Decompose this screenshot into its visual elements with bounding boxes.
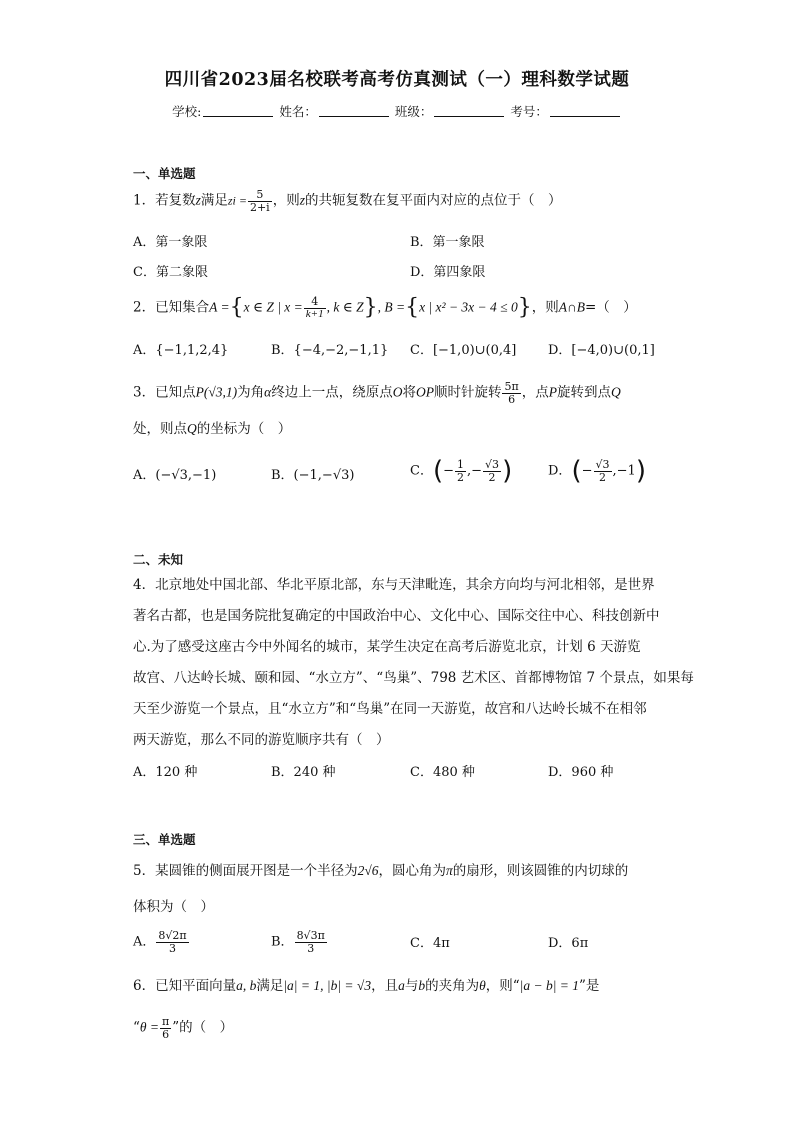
q6-text-f: ，则“ <box>485 978 520 994</box>
q2-set-b-body: x | x² − 3x − 4 ≤ 0 <box>419 299 518 315</box>
q5-radius: 2√6 <box>357 863 379 878</box>
q4-option-c[interactable]: C．480 种 <box>410 765 475 780</box>
q1-text-c: ，则 <box>272 192 300 209</box>
name-label: 姓名： <box>279 104 317 119</box>
q5-b-frac <box>295 930 327 954</box>
exam-title: 四川省2023届名校联考高考仿真测试（一）理科数学试题 <box>164 70 630 90</box>
q3-text-f: ，点 <box>521 384 549 401</box>
q1-option-d[interactable]: D．第四象限 <box>410 265 486 280</box>
q5-text-c: 的扇形，则该圆锥的内切球的 <box>452 863 629 879</box>
q3-op: OP <box>415 384 434 400</box>
q3-line2-a: 处，则点 <box>133 421 187 437</box>
q3-frac-num: 5π <box>504 380 519 393</box>
q6-text-a: 6．已知平面向量 <box>133 978 237 994</box>
q1-text-a: 1．若复数 <box>133 192 196 209</box>
q4-line-3: 心.为了感受这座古今中外闻名的城市，某学生决定在高考后游览北京，计划 6 天游览 <box>133 639 641 655</box>
q2-text-d: =（ ） <box>584 299 637 316</box>
q5-a-frac <box>156 930 188 954</box>
exam-no-label: 考号： <box>510 104 548 119</box>
q3-c-frac-2 <box>483 459 501 483</box>
q5-a-den: 3 <box>169 941 177 955</box>
q2-set-b-def: , B = <box>377 299 406 315</box>
q3-d-tail: ,−1 <box>612 463 636 479</box>
q3-option-d-label: D． <box>548 463 572 479</box>
q5-option-b-label: B． <box>271 934 294 950</box>
q3-d-paren-close: ) <box>635 456 646 486</box>
q2-text-b: ，则 <box>531 299 559 316</box>
q3-text-c: 终边上一点，绕原点 <box>271 384 393 401</box>
student-info-line <box>0 106 794 119</box>
q5-option-a-label: A． <box>133 934 156 950</box>
exam-no-blank[interactable] <box>550 106 620 117</box>
q6-vectors: a, b <box>236 978 257 993</box>
q3-line2-b: 的坐标为（ ） <box>196 421 292 437</box>
q2-set-a-tail: , k ∈ Z <box>326 299 364 315</box>
q6-text-b: 满足 <box>256 978 284 994</box>
q6-line2-b: ”的（ ） <box>172 1019 234 1036</box>
q3-text-d: 将 <box>402 384 416 401</box>
section-heading-1: 一、单选题 <box>133 166 196 181</box>
q3-option-b[interactable]: B．(−1,−√3) <box>271 468 355 483</box>
q5-pi: π <box>446 863 453 878</box>
q3-c-den1: 2 <box>457 470 465 484</box>
q3-alpha: α <box>264 384 272 400</box>
q1-option-b[interactable]: B．第一象限 <box>410 235 485 250</box>
q6-text-e: 的夹角为 <box>425 978 480 994</box>
question-6-stem <box>133 979 599 994</box>
q3-p: P <box>548 384 557 400</box>
q3-option-d[interactable]: D．(− $\frac{√3}{2}$ ,−1) <box>548 456 646 486</box>
question-3-stem-line2 <box>133 422 291 437</box>
name-blank[interactable] <box>319 106 389 117</box>
q4-line-4: 故宫、八达岭长城、颐和园、“水立方”、“鸟巢”、798 艺术区、首都博物馆 7 个景点，如果每 <box>133 670 694 686</box>
q6-theta: θ <box>479 978 486 993</box>
q3-q-2: Q <box>187 421 197 436</box>
q6-vec-a: a <box>398 978 405 993</box>
q1-frac-den: 2+i <box>249 200 270 214</box>
school-blank[interactable] <box>203 106 273 117</box>
q4-line-1: 4．北京地处中国北部、华北平原北部，东与天津毗连，其余方向均与河北相邻，是世界 <box>133 577 655 593</box>
q3-origin: O <box>392 384 403 400</box>
q4-line-2: 著名古都，也是国务院批复确定的中国政治中心、文化中心、国际交往中心、科技创新中 <box>133 608 660 624</box>
q3-frac-den: 6 <box>508 392 516 406</box>
q6-vec-b: b <box>418 978 426 993</box>
q2-brace-close-b: } <box>517 295 532 321</box>
q1-text-d: 的共轭复数在复平面内对应的点位于（ ） <box>304 192 562 209</box>
q5-option-d[interactable]: D．6π <box>548 936 589 951</box>
q2-set-a-body: x ∈ Z | x = <box>243 299 303 315</box>
q5-b-num: 8√3π <box>296 929 325 942</box>
q3-fraction <box>502 381 520 405</box>
q6-expression: |a − b| = 1 <box>519 978 580 993</box>
q2-option-b[interactable]: B．{−4,−2,−1,1} <box>271 343 389 358</box>
q2-fraction <box>304 296 326 320</box>
question-2-stem <box>133 296 637 320</box>
q2-brace-open: { <box>229 295 244 321</box>
q3-option-a[interactable]: A．(−√3,−1) <box>133 468 217 483</box>
q6-condition: |a| = 1, |b| = √3 <box>283 978 372 993</box>
q3-d-den1: 2 <box>599 470 606 484</box>
question-5-stem <box>133 864 628 879</box>
q1-option-c[interactable]: C．第二象限 <box>133 265 208 280</box>
q4-line-5: 天至少游览一个景点，且“水立方”和“鸟巢”在同一天游览，故宫和八达岭长城不在相邻 <box>133 701 647 717</box>
question-3-stem <box>133 381 621 405</box>
q6-text-d: 与 <box>404 978 419 994</box>
question-1-stem <box>133 189 561 213</box>
class-blank[interactable] <box>434 106 504 117</box>
q6-frac-den: 6 <box>162 1027 170 1041</box>
q3-q: Q <box>610 384 621 400</box>
q3-text-a: 3．已知点 <box>133 384 196 401</box>
section-heading-3: 三、单选题 <box>133 832 196 847</box>
q3-d-frac-1 <box>594 459 612 483</box>
class-label: 班级： <box>394 104 433 119</box>
q2-frac-den: k+1 <box>305 307 324 320</box>
q3-point-p: P(√3,1) <box>195 384 238 400</box>
q5-text-b: ，圆心角为 <box>378 863 447 879</box>
q5-a-num: 8√2π <box>158 929 187 942</box>
q1-frac-num: 5 <box>248 189 272 202</box>
q5-option-b[interactable] <box>271 930 328 954</box>
q3-c-paren-close: ) <box>502 456 513 486</box>
q2-text-a: 2．已知集合 <box>133 299 210 316</box>
q6-text-g: ”是 <box>579 978 600 994</box>
q2-brace-close: } <box>363 295 378 321</box>
q3-option-c[interactable]: C．(− $\frac{1}{2}$ ,− $\frac{√3}{2}$ ) <box>410 456 513 486</box>
q1-fraction <box>248 189 272 213</box>
q1-eq-lhs: zi = <box>227 193 247 208</box>
q2-intersection: A∩B <box>558 299 585 315</box>
q6-fraction <box>160 1016 171 1040</box>
q6-line2-theta: θ = <box>139 1019 160 1035</box>
q2-brace-open-b: { <box>405 295 420 321</box>
q2-set-a-def: A = <box>209 299 230 315</box>
question-6-stem-line2 <box>133 1016 233 1040</box>
q4-option-a[interactable]: A．120 种 <box>133 765 198 780</box>
q2-option-d[interactable]: D．[−4,0)∪(0,1] <box>548 343 655 358</box>
q3-d-num1: √3 <box>595 457 610 471</box>
q3-c-num2: √3 <box>485 457 500 471</box>
q3-c-num1: 1 <box>457 457 465 471</box>
q3-c-paren-open: ( <box>432 456 444 486</box>
q3-c-frac-1 <box>455 459 466 483</box>
q6-line2-a: “ <box>133 1019 140 1036</box>
q5-text-a: 5．某圆锥的侧面展开图是一个半径为 <box>133 863 358 879</box>
q3-text-g: 旋转到点 <box>556 384 611 401</box>
q2-option-c[interactable]: C．[−1,0)∪(0,4] <box>410 343 517 358</box>
q4-option-b[interactable]: B．240 种 <box>271 765 336 780</box>
q3-text-b: 为角 <box>237 384 265 401</box>
school-label: 学校: <box>172 104 202 119</box>
q4-option-d[interactable]: D．960 种 <box>548 765 614 780</box>
section-heading-2: 二、未知 <box>133 552 184 567</box>
q3-c-den2: 2 <box>488 470 496 484</box>
q3-d-paren-open: ( <box>571 456 582 486</box>
q6-text-c: ，且 <box>371 978 399 994</box>
q6-frac-num: π <box>162 1015 170 1028</box>
q3-option-c-label: C． <box>410 463 433 479</box>
q5-option-c[interactable]: C．4π <box>410 936 450 951</box>
q5-b-den: 3 <box>307 941 315 955</box>
q2-frac-num: 4 <box>304 296 326 309</box>
q5-line-2: 体积为（ ） <box>133 899 214 915</box>
q1-text-b: 满足 <box>200 192 228 209</box>
q1-var-z: z <box>195 192 201 208</box>
q4-line-6: 两天游览，那么不同的游览顺序共有（ ） <box>133 732 390 748</box>
q2-option-a[interactable]: A．{−1,1,2,4} <box>133 343 229 358</box>
q1-option-a[interactable]: A．第一象限 <box>133 235 208 250</box>
q5-option-a[interactable] <box>133 930 190 954</box>
q3-text-e: 顺时针旋转 <box>433 384 502 401</box>
q1-var-z-2: z <box>299 192 305 208</box>
